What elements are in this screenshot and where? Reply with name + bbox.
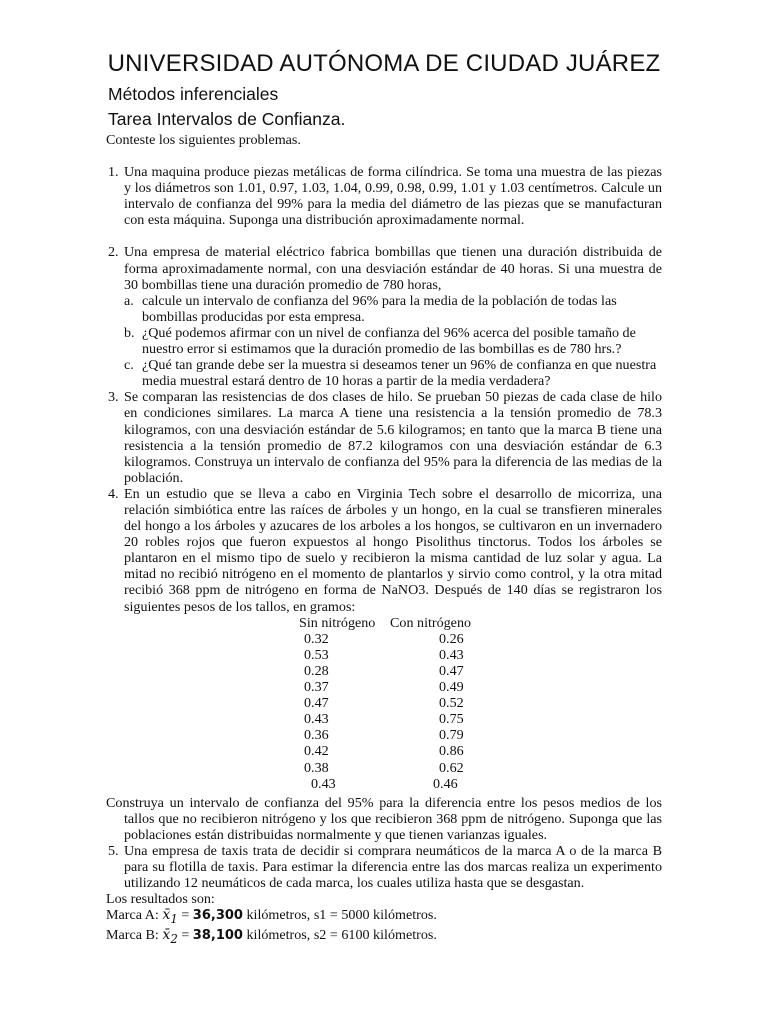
subproblem-b xyxy=(106,325,662,357)
cell-sin-nitrogeno: 0.42 xyxy=(304,743,329,760)
cell-sin-nitrogeno: 0.32 xyxy=(304,630,329,647)
subproblem-c xyxy=(106,357,662,389)
result-brand-b xyxy=(106,927,662,947)
brand-label: Marca B: xyxy=(106,927,163,944)
brand-label: Marca A: xyxy=(106,907,163,924)
column-header-con: Con nitrógeno xyxy=(390,614,472,631)
problem-1 xyxy=(106,164,662,228)
problem-number: 3. xyxy=(108,389,119,406)
mean-symbol: x̄ xyxy=(162,927,171,944)
cell-sin-nitrogeno: 0.43 xyxy=(304,711,329,728)
mean-symbol: x̄ xyxy=(162,907,171,924)
equals-sign: = xyxy=(177,907,193,924)
cell-con-nitrogeno: 0.75 xyxy=(439,711,464,728)
cell-sin-nitrogeno: 0.53 xyxy=(304,646,329,663)
results-intro: Los resultados son: xyxy=(106,891,215,908)
subproblem-a xyxy=(106,293,662,325)
problem-4-instructions: Construya un intervalo de confianza del 95% para la diferencia entre los pesos medios de los tallos que no recibieron nitrógeno y los que recibieron 368 ppm de nitrógeno. Suponga que las poblaciones están distribuidas normalmente y que tienen varianzas iguales. xyxy=(106,794,662,843)
result-rest: kilómetros, s2 = 6100 kilómetros. xyxy=(242,927,437,944)
mean-subscript: 2 xyxy=(170,932,178,946)
mean-value: 36,300 xyxy=(192,908,243,924)
cell-sin-nitrogeno: 0.28 xyxy=(304,662,329,679)
sub-text: ¿Qué tan grande debe ser la muestra si deseamos tener un 96% de confianza en que nuestra media muestral estará dentro de 10 horas a partir de la media verdadera? xyxy=(142,357,657,390)
cell-con-nitrogeno: 0.26 xyxy=(439,630,464,647)
cell-sin-nitrogeno: 0.38 xyxy=(304,759,329,776)
university-title: UNIVERSIDAD AUTÓNOMA DE CIUDAD JUÁREZ xyxy=(107,50,661,77)
cell-sin-nitrogeno: 0.47 xyxy=(304,695,329,712)
cell-con-nitrogeno: 0.49 xyxy=(439,679,464,696)
cell-con-nitrogeno: 0.86 xyxy=(439,743,464,760)
cell-con-nitrogeno: 0.79 xyxy=(439,727,464,744)
equals-sign: = xyxy=(177,927,193,944)
problem-2 xyxy=(106,244,662,292)
mean-subscript: 1 xyxy=(170,912,178,927)
column-header-sin: Sin nitrógeno xyxy=(299,614,376,631)
sub-letter: c. xyxy=(124,357,134,374)
problem-number: 4. xyxy=(108,485,119,502)
document-body xyxy=(106,132,662,947)
cell-con-nitrogeno: 0.47 xyxy=(439,662,464,679)
result-brand-a xyxy=(106,907,662,927)
problem-text: Se comparan las resistencias de dos clases de hilo. Se prueban 50 piezas de cada clase de hilo en condiciones similares. La marca A tiene una resistencia a la tensión promedio de 78.3 kilogramos, con una desviación estándar de 5.6 kilogramos; en tanto que la marca B tiene una resistencia a la tensión promedio de 87.2 kilogramos con una desviación estándar de 6.3 kilogramos. Construya un intervalo de confianza del 95% para la diferencia de las medias de la población. xyxy=(124,389,662,486)
course-title: Métodos inferenciales xyxy=(108,84,279,104)
problem-3 xyxy=(106,389,662,486)
intro-text: Conteste los siguientes problemas. xyxy=(106,132,301,148)
assignment-title: Tarea Intervalos de Confianza. xyxy=(108,109,346,129)
cell-con-nitrogeno: 0.52 xyxy=(439,695,464,712)
cell-con-nitrogeno: 0.46 xyxy=(433,775,458,792)
cell-con-nitrogeno: 0.62 xyxy=(439,759,464,776)
sub-letter: a. xyxy=(124,292,134,309)
problem-text: Una maquina produce piezas metálicas de forma cilíndrica. Se toma una muestra de las piezas y los diámetros son 1.01, 0.97, 1.03, 1.04, 0.99, 0.98, 0.99, 1.01 y 1.03 centímetros. Calcule un intervalo de confianza del 99% para la media del diámetro de las piezas que se manufacturan con esta máquina. Suponga una distribución aproximadamente normal. xyxy=(124,164,662,229)
problem-number: 2. xyxy=(108,244,119,261)
result-rest: kilómetros, s1 = 5000 kilómetros. xyxy=(242,907,437,924)
problem-5 xyxy=(106,843,662,891)
stem-weight-table xyxy=(106,615,662,795)
problem-4 xyxy=(106,486,662,615)
cell-sin-nitrogeno: 0.37 xyxy=(304,679,329,696)
sub-text: ¿Qué podemos afirmar con un nivel de confianza del 96% acerca del posible tamaño de nuestro error si estimamos que la duración promedio de las bombillas es de 780 hrs.? xyxy=(142,324,636,358)
cell-sin-nitrogeno: 0.43 xyxy=(311,775,336,792)
problem-text: En un estudio que se lleva a cabo en Virginia Tech sobre el desarrollo de micorriza, una relación simbiótica entre las raíces de árboles y un hongo, en la cual se transfieren minerales del hongo a los árboles y azucares de los arboles a los hongos, se cultivaron en un invernadero 20 robles rojos que fueron expuestos al hongo Pisolithus tinctorus. Todos los árboles se plantaron en el mismo tipo de suelo y recibieron la misma cantidad de luz solar y agua. La mitad no recibió nitrógeno en el momento de plantarlos y sirvio como control, y la otra mitad recibió 368 ppm de nitrógeno en forma de NaNO3. Después de 140 días se registraron los siguientes pesos de los tallos, en gramos: xyxy=(124,485,662,615)
problem-number: 5. xyxy=(108,842,119,859)
cell-sin-nitrogeno: 0.36 xyxy=(304,727,329,744)
problem-text: Una empresa de taxis trata de decidir si comprara neumáticos de la marca A o de la marca B para su flotilla de taxis. Para estimar la diferencia entre las dos marcas realiza un experimento utilizando 12 neumáticos de cada marca, los cuales utiliza hasta que se desgastan. xyxy=(124,842,662,892)
mean-value: 38,100 xyxy=(192,928,243,944)
sub-letter: b. xyxy=(124,324,135,341)
problem-number: 1. xyxy=(108,164,119,181)
problem-text: Una empresa de material eléctrico fabrica bombillas que tienen una duración distribuida de forma aproximadamente normal, con una desviación estándar de 40 horas. Si una muestra de 30 bombillas tiene una duración promedio de 780 horas, xyxy=(124,244,662,293)
cell-con-nitrogeno: 0.43 xyxy=(439,646,464,663)
sub-text: calcule un intervalo de confianza del 96% para la media de la población de todas las bombillas producidas por esta empresa. xyxy=(142,292,617,325)
